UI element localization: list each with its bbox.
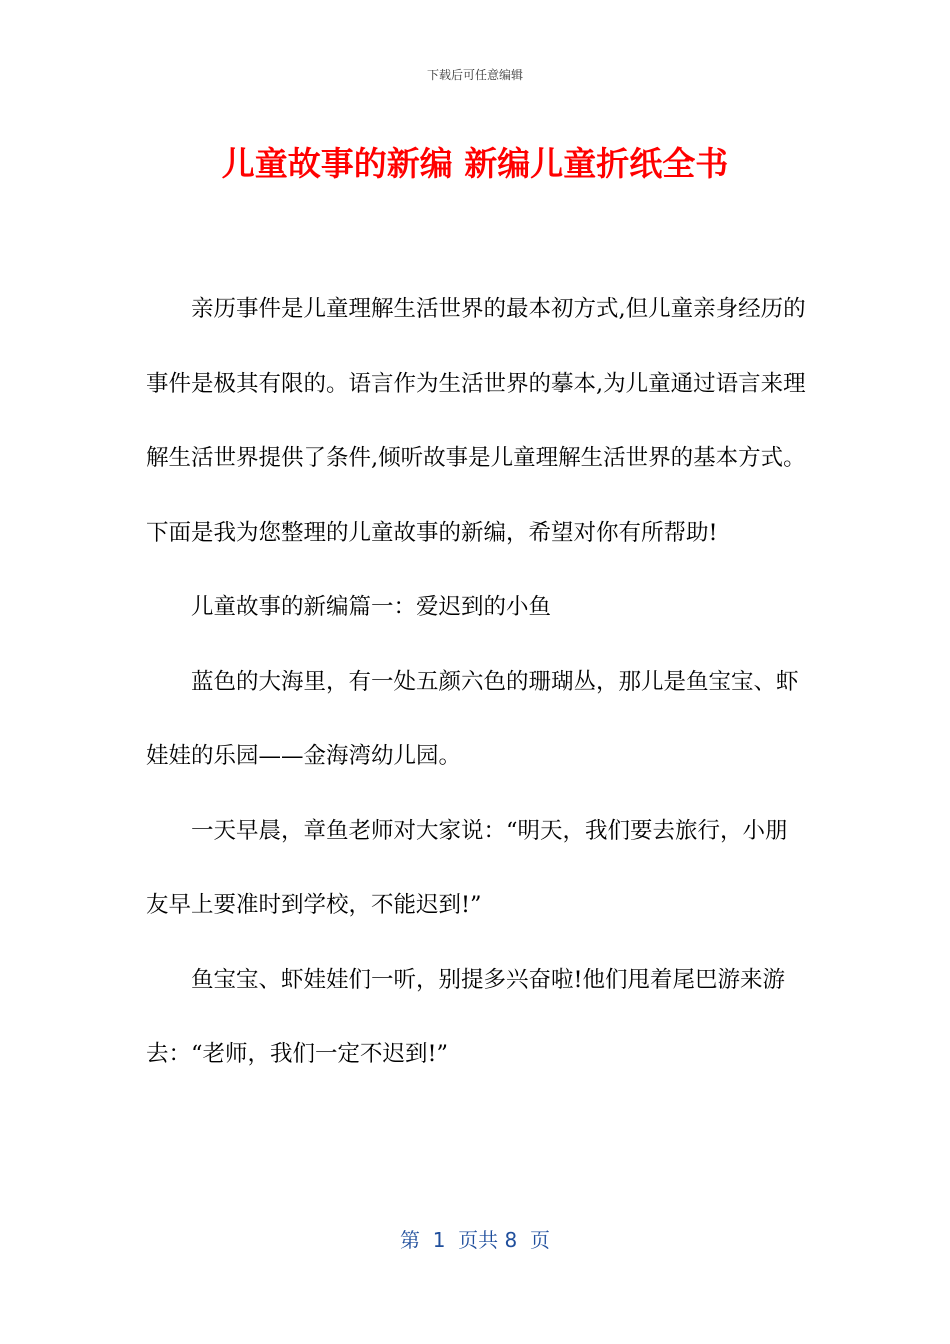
document-body xyxy=(146,272,806,1092)
page-footer: 第 1 页共 8 页 xyxy=(400,1228,550,1252)
header-note: 下载后可任意编辑 xyxy=(426,68,523,82)
story-paragraph: 一天早晨，章鱼老师对大家说：“明天，我们要去旅行，小朋友早上要准时到学校，不能迟到!” xyxy=(146,817,788,918)
story-paragraph: 鱼宝宝、虾娃娃们一听，别提多兴奋啦!他们甩着尾巴游来游去：“老师，我们一定不迟到!” xyxy=(146,966,786,1067)
document-title: 儿童故事的新编 新编儿童折纸全书 xyxy=(221,144,729,183)
intro-paragraph: 亲历事件是儿童理解生活世界的最本初方式,但儿童亲身经历的事件是极其有限的。语言作为生活世界的摹本,为儿童通过语言来理解生活世界提供了条件,倾听故事是儿童理解生活世界的基本方式。下面是我为您整理的儿童故事的新编，希望对你有所帮助! xyxy=(146,296,806,546)
story-paragraph: 蓝色的大海里，有一处五颜六色的珊瑚丛，那儿是鱼宝宝、虾娃娃的乐园——金海湾幼儿园。 xyxy=(146,668,799,769)
section-heading: 儿童故事的新编篇一：爱迟到的小鱼 xyxy=(191,594,552,620)
